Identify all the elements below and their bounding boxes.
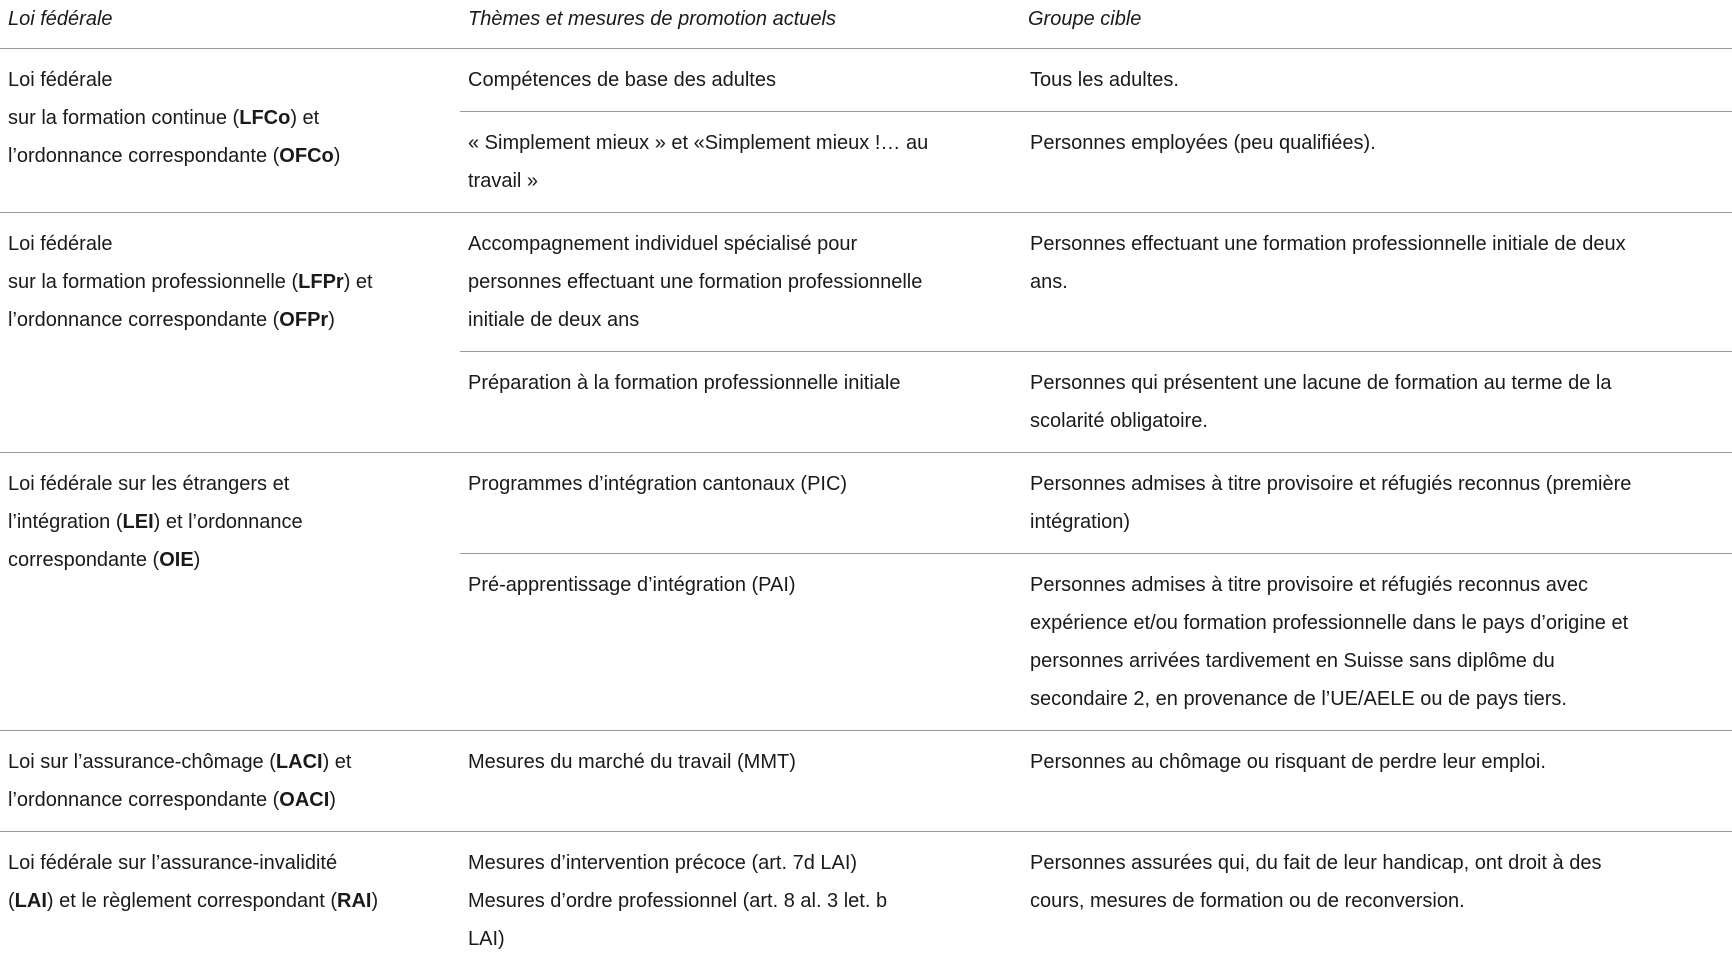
ordinance-abbreviation: OFCo bbox=[279, 145, 333, 167]
law-line: correspondante (OIE) bbox=[8, 541, 452, 579]
target-cell: Personnes au chômage ou risquant de perdre leur emploi. bbox=[1020, 731, 1732, 832]
theme-cell: « Simplement mieux » et «Simplement mieux !… au travail » bbox=[460, 112, 1020, 213]
law-line: sur la formation professionnelle (LFPr) et bbox=[8, 263, 452, 301]
law-cell-laci bbox=[0, 731, 460, 832]
law-cell-lfpr bbox=[0, 213, 460, 453]
table-row-lei-1 bbox=[0, 453, 1732, 554]
law-abbreviation: LAI bbox=[15, 890, 47, 912]
law-line: Loi sur l’assurance-chômage (LACI) et bbox=[8, 743, 452, 781]
law-abbreviation: LEI bbox=[123, 511, 154, 533]
theme-cell: Pré-apprentissage d’intégration (PAI) bbox=[460, 554, 1020, 731]
law-line: l’intégration (LEI) et l’ordonnance bbox=[8, 503, 452, 541]
target-cell: Personnes effectuant une formation professionnelle initiale de deux ans. bbox=[1020, 213, 1732, 352]
law-abbreviation: LFPr bbox=[298, 271, 344, 293]
ordinance-abbreviation: OIE bbox=[159, 549, 193, 571]
target-cell: Personnes employées (peu qualifiées). bbox=[1020, 112, 1732, 213]
law-line: l’ordonnance correspondante (OFPr) bbox=[8, 301, 452, 339]
ordinance-abbreviation: OFPr bbox=[279, 309, 328, 331]
target-cell: Personnes qui présentent une lacune de formation au terme de la scolarité obligatoire. bbox=[1020, 352, 1732, 453]
law-line: Loi fédérale bbox=[8, 225, 452, 263]
header-target-group: Groupe cible bbox=[1020, 0, 1732, 49]
table-header-row bbox=[0, 0, 1732, 49]
law-line: Loi fédérale sur l’assurance-invalidité bbox=[8, 844, 452, 882]
theme-cell: Préparation à la formation professionnelle initiale bbox=[460, 352, 1020, 453]
law-line: sur la formation continue (LFCo) et bbox=[8, 99, 452, 137]
table-row-lai bbox=[0, 832, 1732, 970]
theme-cell: Mesures d’intervention précoce (art. 7d LAI) Mesures d’ordre professionnel (art. 8 al. 3 let. b LAI) bbox=[460, 832, 1020, 970]
theme-cell: Accompagnement individuel spécialisé pour personnes effectuant une formation professionnelle initiale de deux ans bbox=[460, 213, 1020, 352]
target-cell: Tous les adultes. bbox=[1020, 49, 1732, 112]
regulation-abbreviation: RAI bbox=[337, 890, 371, 912]
target-cell: Personnes assurées qui, du fait de leur handicap, ont droit à des cours, mesures de formation ou de reconversion. bbox=[1020, 832, 1732, 970]
law-line: Loi fédérale sur les étrangers et bbox=[8, 465, 452, 503]
law-line: (LAI) et le règlement correspondant (RAI) bbox=[8, 882, 452, 920]
header-law: Loi fédérale bbox=[0, 0, 460, 49]
ordinance-abbreviation: OACI bbox=[279, 789, 329, 811]
law-line: l’ordonnance correspondante (OACI) bbox=[8, 781, 452, 819]
law-cell-lei bbox=[0, 453, 460, 731]
table-row-lfco-1 bbox=[0, 49, 1732, 112]
law-abbreviation: LFCo bbox=[239, 107, 290, 129]
table-row-lfpr-1 bbox=[0, 213, 1732, 352]
target-cell: Personnes admises à titre provisoire et réfugiés reconnus (première intégration) bbox=[1020, 453, 1732, 554]
table-row-laci bbox=[0, 731, 1732, 832]
law-cell-lai bbox=[0, 832, 460, 970]
law-line: l’ordonnance correspondante (OFCo) bbox=[8, 137, 452, 175]
target-cell: Personnes admises à titre provisoire et réfugiés reconnus avec expérience et/ou formation professionnelle dans le pays d’origine et personnes arrivées tardivement en Suisse sans diplôme du secondaire 2, en provenance de l’UE/AELE ou de pays tiers. bbox=[1020, 554, 1732, 731]
theme-cell: Mesures du marché du travail (MMT) bbox=[460, 731, 1020, 832]
law-cell-lfco bbox=[0, 49, 460, 213]
law-line: Loi fédérale bbox=[8, 61, 452, 99]
theme-cell: Compétences de base des adultes bbox=[460, 49, 1020, 112]
theme-cell: Programmes d’intégration cantonaux (PIC) bbox=[460, 453, 1020, 554]
header-themes: Thèmes et mesures de promotion actuels bbox=[460, 0, 1020, 49]
law-abbreviation: LACI bbox=[276, 751, 323, 773]
